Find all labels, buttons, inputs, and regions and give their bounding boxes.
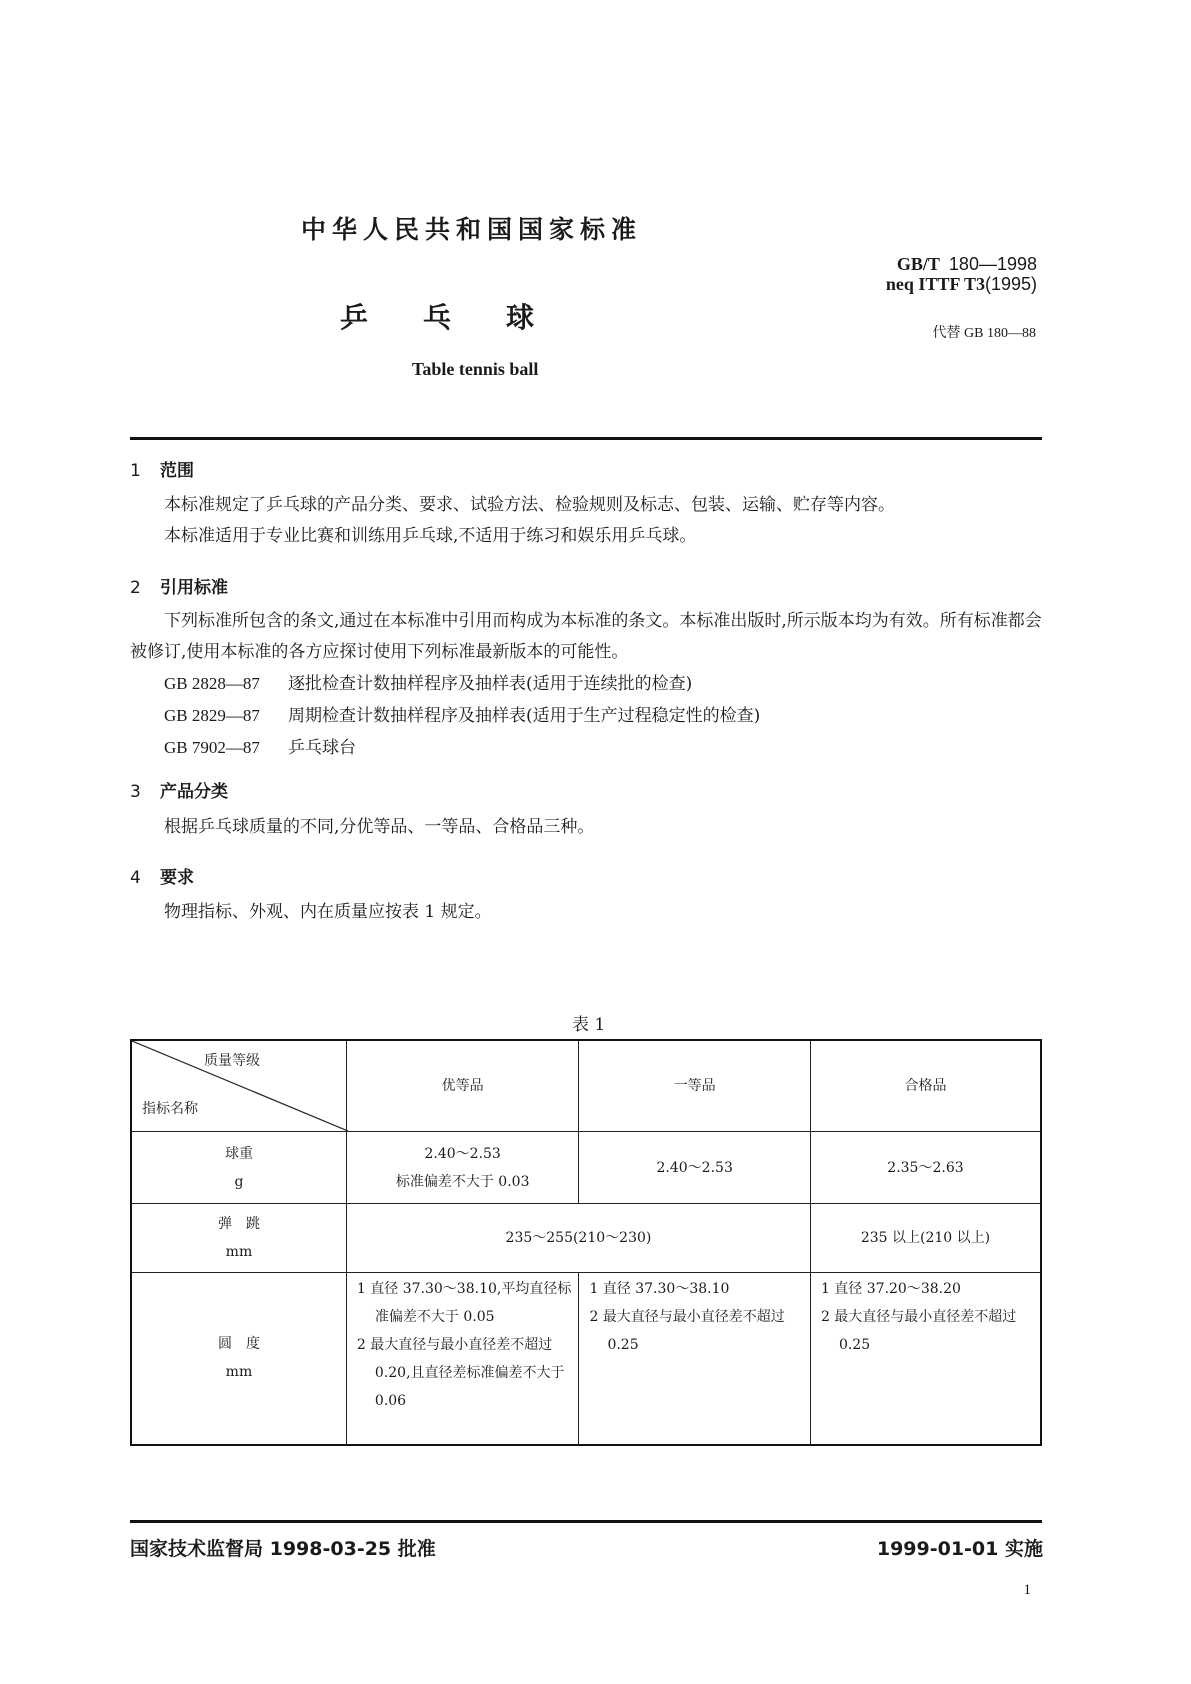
footer-divider (130, 1520, 1042, 1523)
indicator-unit: mm (225, 1364, 253, 1381)
section-1-body (130, 490, 1045, 552)
title-char-2: 乓 (423, 301, 452, 334)
bounce-qualified-cell: 235 以上(210 以上) (810, 1204, 1041, 1273)
reference-item (130, 700, 1045, 732)
corner-header-cell (131, 1040, 346, 1132)
section-4-heading (130, 863, 194, 888)
reference-code: GB 2829—87 (164, 706, 260, 725)
section-number: 4 (130, 868, 141, 888)
replaces-note: 代替 GB 180—88 (932, 326, 1036, 341)
standard-code-prefix: GB/T (896, 254, 940, 274)
header-divider (130, 437, 1042, 440)
equivalence-prefix: neq ITTF T3 (885, 274, 985, 294)
effective-date: 1999-01-01 实施 (876, 1538, 1043, 1560)
row-label-roundness (131, 1273, 346, 1445)
reference-code: GB 2828—87 (164, 674, 260, 693)
cell-item: 2 最大直径与最小直径差不超过 0.20,且直径差标准偏差不大于 0.06 (356, 1337, 565, 1409)
standard-code (886, 254, 1037, 274)
reference-item (130, 732, 1045, 764)
reference-title: 逐批检查计数抽样程序及抽样表(适用于连续批的检查) (288, 674, 693, 694)
indicator-unit: g (234, 1173, 244, 1190)
equivalence (886, 274, 1037, 294)
column-header-qualified: 合格品 (810, 1040, 1041, 1132)
cell-item: 1 直径 37.30～38.10,平均直径标准偏差不大于 0.05 (356, 1281, 572, 1325)
paragraph: 本标准规定了乒乓球的产品分类、要求、试验方法、检验规则及标志、包装、运输、贮存等内容。 (164, 495, 895, 515)
table-header-row (131, 1040, 1041, 1132)
section-1-heading (130, 456, 194, 481)
cell-item: 1 直径 37.20～38.20 (820, 1281, 961, 1297)
section-number: 3 (130, 782, 141, 802)
indicator-name: 球重 (224, 1145, 253, 1162)
cell-value: 2.40～2.53 (424, 1145, 501, 1162)
section-3-body (130, 812, 1045, 843)
section-title: 范围 (160, 461, 194, 481)
reference-item (130, 668, 1045, 700)
standard-code-number: 180—1998 (948, 254, 1037, 274)
table-row-roundness (131, 1273, 1041, 1445)
title-char-1: 乒 (340, 301, 369, 334)
cell-item: 1 直径 37.30～38.10 (589, 1281, 730, 1297)
paragraph: 根据乒乓球质量的不同,分优等品、一等品、合格品三种。 (164, 817, 595, 837)
weight-qualified-cell: 2.35～2.63 (810, 1132, 1041, 1204)
row-label-bounce (131, 1204, 346, 1273)
section-number: 1 (130, 461, 141, 481)
section-2-body (130, 606, 1045, 764)
english-title: Table tennis ball (412, 359, 539, 379)
column-header-first-class: 一等品 (579, 1040, 811, 1132)
document-title (340, 296, 589, 336)
page-number: 1 (1023, 1582, 1031, 1598)
bounce-premium-first-cell: 235～255(210～230) (346, 1204, 810, 1273)
paragraph: 下列标准所包含的条文,通过在本标准中引用而构成为本标准的条文。本标准出版时,所示版本均为有效。所有标准都会被修订,使用本标准的各方应探讨使用下列标准最新版本的可能性。 (130, 611, 1042, 662)
paragraph: 本标准适用于专业比赛和训练用乒乓球,不适用于练习和娱乐用乒乓球。 (164, 526, 697, 546)
cell-item: 2 最大直径与最小直径差不超过 0.25 (589, 1309, 785, 1353)
column-header-premium: 优等品 (346, 1040, 579, 1132)
paragraph: 物理指标、外观、内在质量应按表 1 规定。 (164, 902, 492, 922)
weight-first-class-cell: 2.40～2.53 (579, 1132, 811, 1204)
indicator-unit: mm (225, 1244, 253, 1260)
cell-item: 2 最大直径与最小直径差不超过 0.25 (820, 1309, 1017, 1353)
cell-value: 标准偏差不大于 0.03 (395, 1173, 530, 1190)
roundness-premium-cell (346, 1273, 579, 1445)
section-2-heading (130, 573, 228, 598)
reference-title: 乒乓球台 (288, 738, 356, 758)
reference-title: 周期检查计数抽样程序及抽样表(适用于生产过程稳定性的检查) (288, 706, 761, 726)
table-caption: 表 1 (572, 1015, 606, 1035)
table-row-bounce (131, 1204, 1041, 1273)
row-label-weight (131, 1132, 346, 1204)
requirements-table (130, 1039, 1042, 1446)
roundness-first-class-cell (579, 1273, 811, 1445)
equivalence-year: (1995) (984, 274, 1037, 294)
quality-grade-label: 质量等级 (204, 1053, 260, 1069)
section-title: 要求 (160, 868, 194, 888)
section-title: 产品分类 (160, 782, 228, 802)
title-char-3: 球 (506, 301, 535, 334)
weight-premium-cell (346, 1132, 579, 1204)
section-number: 2 (130, 578, 141, 598)
roundness-qualified-cell (810, 1273, 1041, 1445)
national-standard-heading: 中华人民共和国国家标准 (301, 215, 643, 244)
reference-code: GB 7902—87 (164, 738, 260, 757)
section-title: 引用标准 (160, 578, 228, 598)
section-4-body (130, 897, 1045, 928)
approval-statement: 国家技术监督局 1998-03-25 批准 (130, 1538, 436, 1560)
indicator-name: 弹 跳 (217, 1216, 260, 1232)
indicator-name-label: 指标名称 (142, 1101, 198, 1117)
standard-number-block (886, 254, 1037, 294)
table-row-weight (131, 1132, 1041, 1204)
section-3-heading (130, 777, 228, 802)
indicator-name: 圆 度 (217, 1336, 260, 1353)
